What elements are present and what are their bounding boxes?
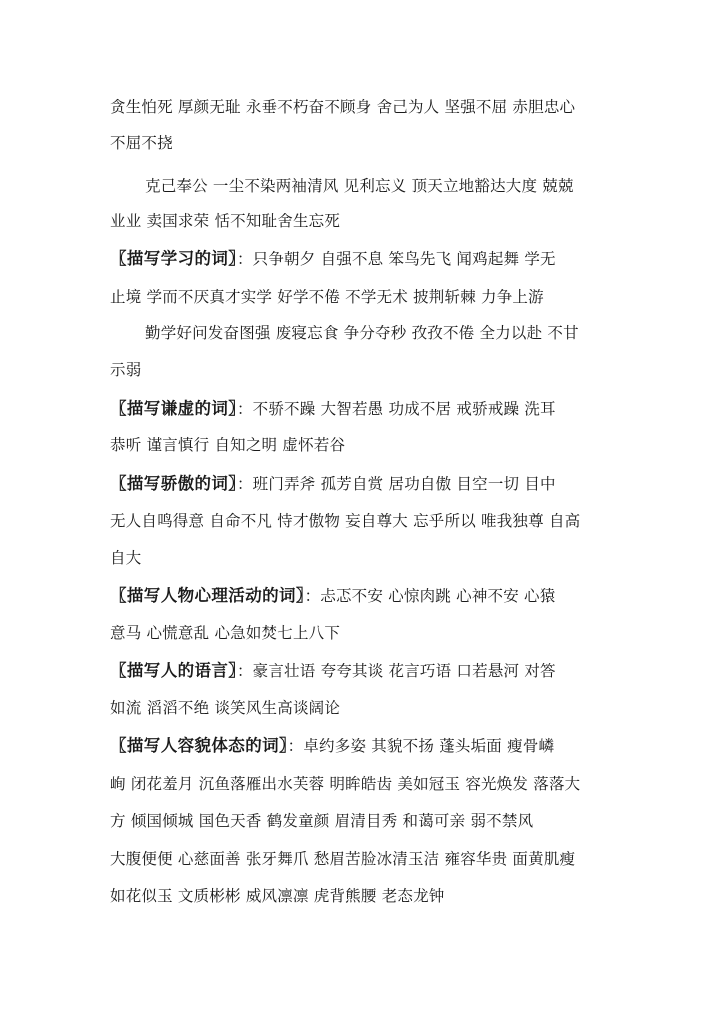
text-line — [110, 884, 615, 908]
text-line — [110, 358, 615, 382]
line-text: ：卓约多姿 其貌不扬 蓬头垢面 瘦骨嶙 — [287, 737, 555, 755]
line-text: 峋 闭花羞月 沉鱼落雁出水芙蓉 明眸皓齿 美如冠玉 容光焕发 落落大 — [110, 775, 581, 793]
section-heading: 〖描写骄傲的词〗 — [110, 474, 237, 493]
line-text: ：豪言壮语 夸夸其谈 花言巧语 口若悬河 对答 — [236, 662, 556, 680]
line-text: 无人自鸣得意 自命不凡 恃才傲物 妄自尊大 忘乎所以 唯我独尊 自高 — [110, 512, 581, 530]
section-line — [110, 247, 615, 271]
line-text: 如花似玉 文质彬彬 威风凛凛 虎背熊腰 老态龙钟 — [110, 887, 445, 905]
section-heading: 〖描写学习的词〗 — [110, 249, 237, 268]
text-line — [110, 209, 615, 233]
line-text: 自大 — [110, 549, 142, 567]
text-line — [110, 433, 615, 457]
line-text: ：不骄不躁 大智若愚 功成不居 戒骄戒躁 洗耳 — [236, 400, 556, 418]
line-text: ：班门弄斧 孤芳自赏 居功自傲 目空一切 目中 — [236, 475, 556, 493]
line-text: 大腹便便 心慈面善 张牙舞爪 愁眉苦脸冰清玉洁 雍容华贵 面黄肌瘦 — [110, 850, 576, 868]
line-text: 如流 滔滔不绝 谈笑风生高谈阔论 — [110, 699, 341, 717]
text-line — [110, 285, 615, 309]
line-text: ：忐忑不安 心惊肉跳 心神不安 心猿 — [304, 587, 556, 605]
text-line — [110, 621, 615, 645]
section-line — [110, 397, 615, 421]
line-text: 勤学好问发奋图强 废寝忘食 争分夺秒 孜孜不倦 全力以赴 不甘 — [145, 324, 579, 342]
section-line — [110, 472, 615, 496]
text-line — [110, 847, 615, 871]
line-text: 意马 心慌意乱 心急如焚七上八下 — [110, 624, 341, 642]
text-line — [110, 174, 650, 198]
section-heading: 〖描写谦虚的词〗 — [110, 399, 237, 418]
line-text: 方 倾国倾城 国色天香 鹤发童颜 眉清目秀 和蔼可亲 弱不禁风 — [110, 812, 534, 830]
line-text: ：只争朝夕 自强不息 笨鸟先飞 闻鸡起舞 学无 — [236, 250, 556, 268]
section-line — [110, 584, 615, 608]
line-text: 止境 学而不厌真才实学 好学不倦 不学无术 披荆斩棘 力争上游 — [110, 288, 544, 306]
text-line — [110, 772, 615, 796]
section-heading: 〖描写人容貌体态的词〗 — [110, 736, 288, 755]
text-line — [110, 546, 615, 570]
line-text: 业业 卖国求荣 恬不知耻舍生忘死 — [110, 212, 341, 230]
line-text: 贪生怕死 厚颜无耻 永垂不朽奋不顾身 舍己为人 坚强不屈 赤胆忠心 — [110, 98, 576, 116]
text-line — [110, 696, 615, 720]
text-line — [110, 321, 650, 345]
text-line — [110, 809, 615, 833]
line-text: 恭听 谨言慎行 自知之明 虚怀若谷 — [110, 436, 346, 454]
section-line — [110, 734, 615, 758]
text-line — [110, 509, 615, 533]
text-line — [110, 131, 615, 155]
section-heading: 〖描写人物心理活动的词〗 — [110, 586, 305, 605]
section-heading: 〖描写人的语言〗 — [110, 661, 237, 680]
line-text: 不屈不挠 — [110, 134, 173, 152]
line-text: 克己奉公 一尘不染两袖清风 见利忘义 顶天立地豁达大度 兢兢 — [145, 177, 574, 195]
section-line — [110, 659, 615, 683]
text-line — [110, 95, 615, 119]
line-text: 示弱 — [110, 361, 142, 379]
